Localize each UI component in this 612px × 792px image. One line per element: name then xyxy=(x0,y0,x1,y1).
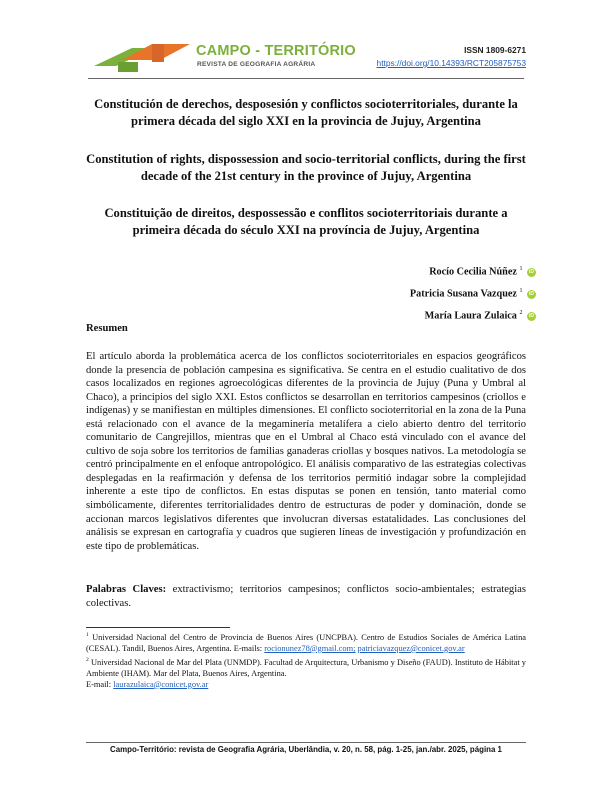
title-portuguese: Constituição de direitos, despossessão e conflitos socioterritoriais durante a primeira década do século XXI na província de Jujuy, Argentina xyxy=(104,206,508,237)
footer-divider xyxy=(86,742,526,743)
footnote-number: 1 xyxy=(86,632,89,638)
title-english: Constitution of rights, dispossession and socio-territorial conflicts, during the first decade of the 21st century in the province of Jujuy, Argentina xyxy=(86,152,526,183)
author-affiliation: 1 xyxy=(519,266,523,272)
journal-logo xyxy=(92,34,356,74)
footnote-1 xyxy=(86,630,526,654)
author-list xyxy=(236,262,536,328)
footnote-number: 2 xyxy=(86,656,89,663)
author-name: Rocío Cecilia Núñez xyxy=(429,266,517,278)
keywords xyxy=(86,583,526,610)
orcid-icon[interactable]: iD xyxy=(529,269,534,276)
issn: ISSN 1809-6271 xyxy=(464,45,526,55)
footnote-text: Universidad Nacional de Mar del Plata (UNMDP). Facultad de Arquitectura, Urbanismo y Diseño (FAUD). Instituto de Hábitat y Ambiente (IHAM). Mar del Plata, Buenos Aires, Argentina. xyxy=(86,657,526,678)
author-name: Patricia Susana Vazquez xyxy=(409,288,517,300)
abstract-text: El artículo aborda la problemática acerca de los conflictos socioterritoriales en espacios geográficos donde la presencia de población campesina es significativa. Se centra en el estudio cualitativo de dos casos localizados en regiones agroecológicas diferentes de la provincia de Jujuy (Puna y Umbral al Chaco), a principios del siglo XXI. Estos conflictos se desarrollan en territorios campesinos (criollos e indígenas) y se manifiestan en múltiples dimensiones. El conflicto socioterritorial en la zona de la Puna está relacionado con el avance de la megaminería metalífera a cielo abierto dentro del territorio comunitario de Cangrejillos, mientras que en el Umbral al Chaco está vinculado con el avance del cultivo de soja sobre los territorios de familias ganaderas criollas y bosques nativos. La metodología se centró principalmente en el enfoque antropológico. El análisis comparativo de las estrategias colectivas desplegadas en la reafirmación y defensa de los territorios permitió indagar sobre la complejidad inherente a este tipo de conflictos. En estas disputas se ponen en tensión, tanto material como simbólicamente, diferentes territorialidades dentro de estructuras de poder y dominación, donde se accionan marcos legislativos diferentes que involucran diversas estatalidades. Las conclusiones del análisis se expresan en cartografía y cuadros que sugieren líneas de investigación y profundización en este tipo de problemáticas. xyxy=(86,351,526,552)
author-3 xyxy=(236,306,536,328)
header-divider xyxy=(88,78,524,79)
logo-title: CAMPO - TERRITÓRIO xyxy=(196,43,356,59)
author-2 xyxy=(236,284,536,306)
keywords-label: Palabras Claves: xyxy=(86,584,167,595)
author-affiliation: 1 xyxy=(519,288,523,294)
abstract-heading: Resumen xyxy=(86,323,128,334)
title-spanish: Constitución de derechos, desposesión y conflictos socioterritoriales, durante la primera década del siglo XXI en la provincia de Jujuy, Argentina xyxy=(94,97,518,128)
logo-field-icon xyxy=(92,36,192,74)
author-1 xyxy=(236,262,536,284)
footnote-text: Universidad Nacional del Centro de Provincia de Buenos Aires (UNCPBA). Centro de Estudios Sociales de América Latina (CESAL). Tandil, Buenos Aires, Argentina. E-mails: xyxy=(86,632,527,653)
email-link[interactable]: patriciavazquez@conicet.gov.ar xyxy=(357,643,465,653)
author-name: María Laura Zulaica xyxy=(424,310,517,322)
footnotes xyxy=(86,630,526,691)
page-footer: Campo-Território: revista de Geografia Agrária, Uberlândia, v. 20, n. 58, pág. 1-25, jan./abr. 2025, página 1 xyxy=(110,745,502,754)
author-affiliation: 2 xyxy=(519,310,523,316)
journal-header xyxy=(86,32,526,82)
footnote-2 xyxy=(86,655,526,690)
email-link[interactable]: laurazulaica@conicet.gov.ar xyxy=(113,679,209,689)
orcid-icon[interactable]: iD xyxy=(529,313,534,320)
keywords-text: extractivismo; territorios campesinos; conflictos socio-ambientales; estrategias colectivas. xyxy=(86,584,526,609)
doi-link[interactable]: https://doi.org/10.14393/RCT205875753 xyxy=(376,58,526,68)
footnote-divider xyxy=(86,627,230,628)
orcid-icon[interactable]: iD xyxy=(529,291,534,298)
email-link[interactable]: rocionunez78@gmail.com; xyxy=(264,643,356,653)
logo-subtitle: REVISTA DE GEOGRAFIA AGRÁRIA xyxy=(197,61,316,68)
email-label: E-mail: xyxy=(86,679,112,689)
